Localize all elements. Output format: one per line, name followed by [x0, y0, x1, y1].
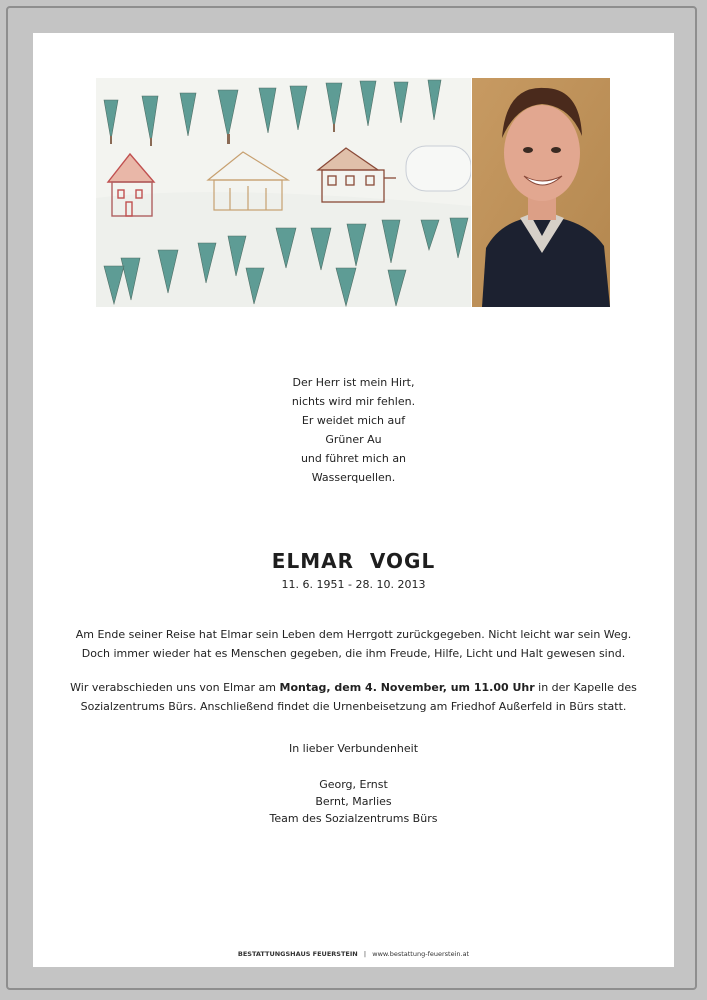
service-line: Sozialzentrums Bürs. Anschließend findet die Urnenbeisetzung am Friedhof Außerfeld in Bürs statt. — [80, 700, 627, 713]
signer: Bernt, Marlies — [315, 795, 392, 808]
signers-list — [33, 776, 674, 827]
closing-phrase: In lieber Verbundenheit — [288, 742, 419, 755]
footer-separator: | — [363, 950, 367, 958]
tribute-line: Am Ende seiner Reise hat Elmar sein Leben dem Herrgott zurückgegeben. Nicht leicht war sein Weg. — [75, 628, 632, 641]
psalm-line: nichts wird mir fehlen. — [291, 395, 416, 408]
life-dates: 11. 6. 1951 - 28. 10. 2013 — [281, 578, 426, 591]
service-paragraph — [33, 678, 674, 716]
footer — [33, 950, 674, 958]
service-prefix: Wir verabschieden uns von Elmar am — [70, 681, 280, 694]
tribute-line: Doch immer wieder hat es Menschen gegeben, die ihm Freude, Hilfe, Licht und Halt gewesen sind. — [81, 647, 626, 660]
signer: Team des Sozialzentrums Bürs — [269, 812, 438, 825]
signer: Georg, Ernst — [319, 778, 388, 791]
deceased-name: ELMAR VOGL — [271, 549, 436, 573]
company-website-link[interactable]: www.bestattung-feuerstein.at — [372, 950, 470, 958]
psalm-line: Er weidet mich auf — [301, 414, 406, 427]
service-line — [33, 678, 674, 697]
portrait-photo — [472, 78, 610, 307]
psalm-verse — [33, 373, 674, 487]
tribute-paragraph — [33, 625, 674, 663]
psalm-line: Grüner Au — [325, 433, 382, 446]
child-drawing-image — [96, 78, 471, 307]
psalm-line: Der Herr ist mein Hirt, — [292, 376, 415, 389]
service-date-time: Montag, dem 4. November, um 11.00 Uhr — [279, 681, 535, 694]
psalm-line: Wasserquellen. — [311, 471, 396, 484]
psalm-line: und führet mich an — [300, 452, 407, 465]
service-suffix: in der Kapelle des — [534, 681, 637, 694]
company-name: BESTATTUNGSHAUS FEUERSTEIN — [237, 950, 358, 958]
